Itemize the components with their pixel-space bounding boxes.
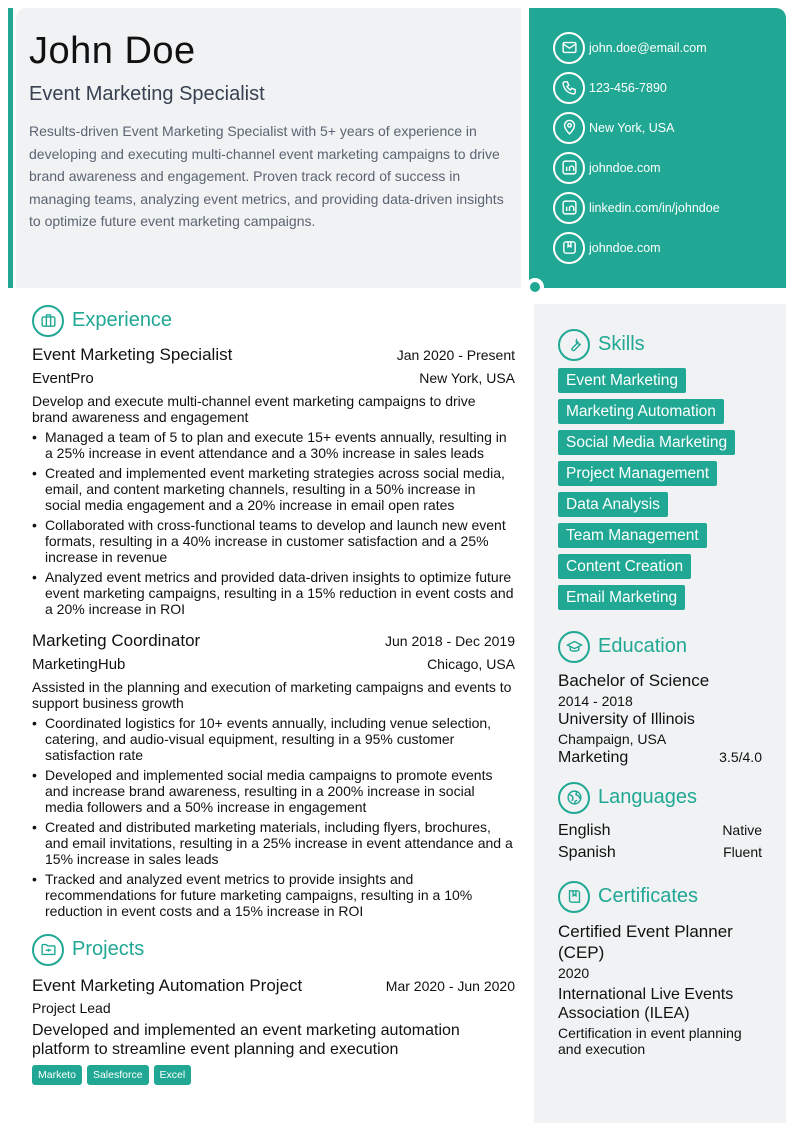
- language-row: [558, 844, 762, 862]
- job-bullet: • Developed and implemented social media campaigns to promote events and increase brand awareness, resulting in a 200% increase in social media followers and a 50% increase in engagement: [32, 767, 515, 815]
- job-company: EventPro: [32, 370, 94, 387]
- experience-heading: [32, 304, 515, 337]
- languages-title: Languages: [598, 786, 697, 808]
- job-entry: [32, 345, 515, 617]
- education-heading: [558, 630, 762, 663]
- job-description: Develop and execute multi-channel event marketing campaigns to drive brand awareness and engagement: [32, 393, 476, 425]
- contact-panel: [529, 8, 786, 288]
- linkedin-icon: [553, 192, 585, 224]
- education-location: Champaign, USA: [558, 731, 667, 747]
- education-school: University of Illinois: [558, 711, 695, 728]
- language-row: [558, 822, 762, 840]
- certificate-name: International Live Events Association (ILEA): [558, 986, 734, 1022]
- education-title: Education: [598, 635, 687, 657]
- skill-tag: Email Marketing: [558, 585, 685, 610]
- wrench-icon: [558, 329, 590, 361]
- education-degree: Bachelor of Science: [558, 671, 710, 690]
- job-bullets: [32, 715, 515, 919]
- certificate-year: 2020: [558, 965, 590, 981]
- job-title: Marketing Coordinator: [32, 631, 201, 650]
- website-icon: [553, 232, 585, 264]
- phone-icon: [553, 72, 585, 104]
- language-level: Fluent: [723, 844, 762, 860]
- sidebar: [534, 304, 786, 1123]
- graduation-cap-icon: [558, 631, 590, 663]
- project-tag: Excel: [154, 1065, 192, 1085]
- briefcase-icon: [32, 305, 64, 337]
- summary: Results-driven Event Marketing Specialist with 5+ years of experience in developing and executing multi-channel event marketing campaigns to drive brand awareness and engagement. Proven track record of success in managing teams, analyzing event metrics, and providing data-driven insights to optimize future event marketing campaigns.: [29, 123, 504, 230]
- skills-list: [558, 368, 762, 616]
- contact-phone[interactable]: [553, 71, 786, 104]
- job-company: MarketingHub: [32, 656, 126, 673]
- skill-tag: Team Management: [558, 523, 707, 548]
- job-bullets: [32, 429, 515, 617]
- skills-heading: [558, 328, 762, 361]
- job-bullet: • Analyzed event metrics and provided data-driven insights to optimize future event marketing campaigns, resulting in a 15% reduction in event costs and a 20% increase in ROI: [32, 569, 515, 617]
- job-description: Assisted in the planning and execution of marketing campaigns and events to support business growth: [32, 679, 512, 711]
- job-location: New York, USA: [419, 370, 515, 386]
- timeline-dot: [526, 278, 544, 296]
- certificate-name: Certified Event Planner (CEP): [558, 922, 733, 962]
- skill-tag: Data Analysis: [558, 492, 668, 517]
- skill-tag: Event Marketing: [558, 368, 686, 393]
- contact-location: [553, 111, 786, 144]
- candidate-title: Event Marketing Specialist: [29, 83, 265, 105]
- language-name: Spanish: [558, 844, 616, 861]
- education-entry: [558, 671, 762, 767]
- job-bullet: • Created and implemented event marketing strategies across social media, email, and content marketing channels, resulting in a 50% increase in social media engagement and a 20% increase in email open rates: [32, 465, 515, 513]
- certificate-icon: [558, 881, 590, 913]
- project-description: Developed and implemented an event marketing automation platform to streamline event planning and execution: [32, 1022, 460, 1058]
- job-dates: Jan 2020 - Present: [396, 347, 515, 363]
- project-role: Project Lead: [32, 1000, 111, 1016]
- contact-website[interactable]: [553, 231, 786, 264]
- certificates-heading: [558, 880, 762, 913]
- languages-heading: [558, 781, 762, 814]
- main-column: [32, 304, 515, 1085]
- language-level: Native: [722, 822, 762, 838]
- job-bullet: • Managed a team of 5 to plan and execute 15+ events annually, resulting in a 25% increase in event attendance and a 30% increase in sales leads: [32, 429, 515, 461]
- skills-title: Skills: [598, 333, 645, 355]
- skill-tag: Marketing Automation: [558, 399, 724, 424]
- project-dates: Mar 2020 - Jun 2020: [385, 978, 515, 994]
- contact-email[interactable]: [553, 31, 786, 64]
- contact-email-text: john.doe@email.com: [589, 40, 707, 55]
- languages-list: [558, 822, 762, 862]
- job-dates: Jun 2018 - Dec 2019: [385, 633, 515, 649]
- skill-tag: Social Media Marketing: [558, 430, 735, 455]
- header-panel: [16, 8, 521, 288]
- job-location: Chicago, USA: [427, 656, 515, 672]
- email-icon: [553, 32, 585, 64]
- location-icon: [553, 112, 585, 144]
- contact-location-text: New York, USA: [589, 120, 675, 135]
- projects-title: Projects: [72, 938, 145, 960]
- job-entry: [32, 631, 515, 919]
- job-bullet: • Created and distributed marketing materials, including flyers, brochures, and email invitations, resulting in a 25% increase in event attendance and a 15% increase in sales leads: [32, 819, 515, 867]
- project-tag: Salesforce: [87, 1065, 149, 1085]
- contact-linkedin-2[interactable]: [553, 191, 786, 224]
- projects-heading: [32, 933, 515, 966]
- education-field: Marketing: [558, 749, 629, 766]
- project-tags: [32, 1065, 515, 1085]
- certificate-note: Certification in event planning and execution: [558, 1025, 742, 1057]
- folder-icon: [32, 934, 64, 966]
- education-years: 2014 - 2018: [558, 693, 633, 709]
- globe-icon: [558, 782, 590, 814]
- project-entry: [32, 976, 515, 1085]
- experience-title: Experience: [72, 309, 173, 331]
- contact-linkedin-1-text: johndoe.com: [589, 160, 661, 175]
- project-title: Event Marketing Automation Project: [32, 976, 303, 995]
- linkedin-icon: [553, 152, 585, 184]
- certificates-list: [558, 921, 762, 1057]
- skill-tag: Project Management: [558, 461, 717, 486]
- skill-tag: Content Creation: [558, 554, 691, 579]
- job-bullet: • Collaborated with cross-functional teams to develop and launch new event formats, resulting in a 40% increase in customer satisfaction and a 25% increase in revenue: [32, 517, 515, 565]
- certificates-title: Certificates: [598, 885, 699, 907]
- job-bullet: • Tracked and analyzed event metrics to provide insights and recommendations for future marketing campaigns, resulting in a 10% reduction in event costs and a 15% increase in ROI: [32, 871, 515, 919]
- education-gpa: 3.5/4.0: [719, 749, 762, 765]
- job-bullet: • Coordinated logistics for 10+ events annually, including venue selection, catering, and audio-visual equipment, resulting in a 95% customer satisfaction rate: [32, 715, 515, 763]
- contact-phone-text: 123-456-7890: [589, 80, 667, 95]
- language-name: English: [558, 822, 611, 839]
- contact-linkedin-1[interactable]: [553, 151, 786, 184]
- project-tag: Marketo: [32, 1065, 82, 1085]
- contact-linkedin-2-text: linkedin.com/in/johndoe: [589, 200, 720, 215]
- header-accent-bar: [8, 8, 13, 288]
- job-title: Event Marketing Specialist: [32, 345, 233, 364]
- contact-website-text: johndoe.com: [589, 240, 661, 255]
- candidate-name: John Doe: [29, 30, 196, 72]
